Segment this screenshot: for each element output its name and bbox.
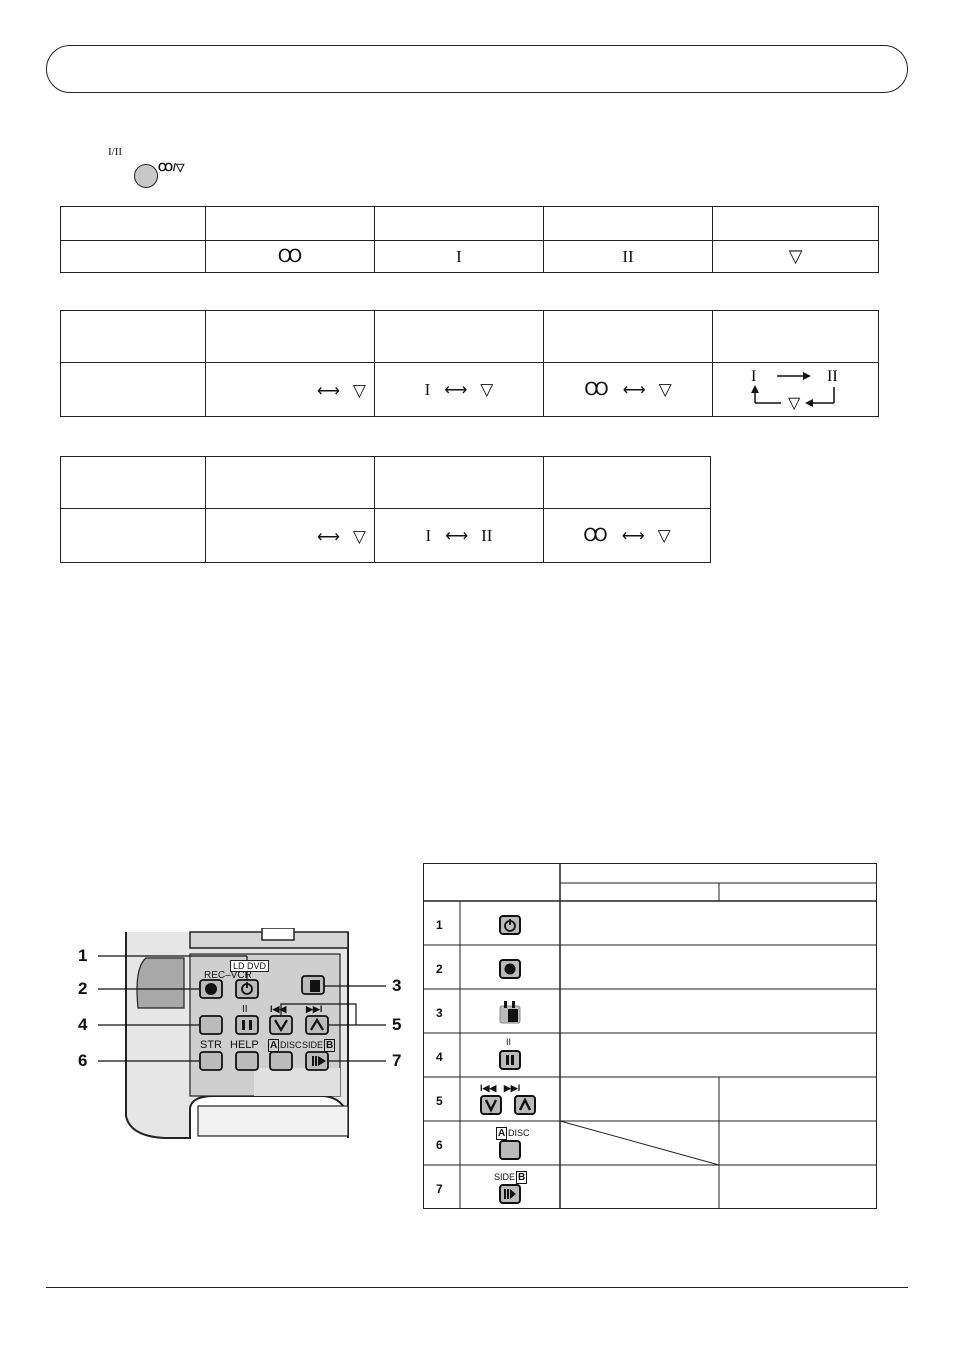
t1-row-label: [61, 241, 206, 273]
t3-cell-3: [544, 509, 711, 563]
key-table-grid: [423, 863, 877, 1209]
a-box-key-label: A: [498, 1128, 506, 1139]
disc-side-a-key-icon: [499, 1140, 521, 1160]
callout-7: 7: [392, 1051, 402, 1070]
skip-back-key-icon: [480, 1095, 502, 1115]
stereo-icon: Ꝏ: [584, 379, 609, 399]
double-arrow-icon: ⟷: [316, 383, 339, 400]
skip-fwd-label: ▶▶I: [306, 1004, 323, 1014]
audio-mode-table-3: [60, 456, 711, 563]
t3-header-cell: [375, 457, 544, 509]
t2-row-label: [61, 363, 206, 417]
t3-header-cell: [544, 457, 711, 509]
mode-two: II: [544, 241, 713, 273]
t1-header-cell: [206, 207, 375, 241]
t2-cell-4: [713, 363, 879, 417]
cycle-two: II: [826, 368, 838, 385]
t2-header-cell: [206, 311, 375, 363]
double-arrow-icon: ⟷: [622, 381, 645, 399]
key-row-number: 1: [436, 918, 443, 932]
mode-one: I: [375, 241, 544, 273]
key-row-number: 3: [436, 1006, 443, 1020]
triangle-icon: ▽: [352, 527, 366, 546]
cycle-triangle: ▽: [787, 395, 800, 411]
t2-header-cell: [544, 311, 713, 363]
footer-divider: [46, 1287, 908, 1288]
cycle-one: I: [750, 368, 756, 385]
key-row-number: 6: [436, 1138, 443, 1152]
key-row-number: 4: [436, 1050, 443, 1064]
stereo-icon: Ꝏ: [583, 525, 608, 545]
double-arrow-icon: ⟷: [621, 527, 644, 545]
power-key-icon: [499, 915, 521, 935]
t3-header-cell: [206, 457, 375, 509]
double-arrow-icon: ⟷: [445, 527, 468, 545]
callout-6: 6: [78, 1051, 88, 1070]
audio-mode-table-1: [60, 206, 879, 273]
timer-key-icon: [499, 1000, 521, 1024]
pause-key-label: II: [506, 1037, 512, 1047]
str-label: STR: [200, 1039, 222, 1051]
side-key-label: SIDE: [494, 1172, 516, 1182]
t1-header-cell: [544, 207, 713, 241]
side-b-label: SIDE: [302, 1040, 324, 1050]
key-function-table: [423, 863, 877, 1209]
a-box-label: A: [270, 1040, 278, 1051]
triangle-icon: ▽: [657, 525, 671, 545]
t2-header-cell: [375, 311, 544, 363]
rec-vcr-label: REC–VCR: [204, 970, 252, 981]
callout-5: 5: [392, 1015, 402, 1034]
pause-label: II: [242, 1004, 248, 1015]
stereo-icon: Ꝏ: [206, 241, 375, 273]
t1-header-cell: [713, 207, 879, 241]
callout-2: 2: [78, 979, 88, 998]
triangle-icon: ▽: [713, 241, 879, 273]
skip-key-label: I◀◀ ▶▶I: [480, 1083, 521, 1093]
t3-row-label: [61, 509, 206, 563]
skip-back-label: I◀◀: [270, 1004, 287, 1014]
skip-forward-key-icon: [514, 1095, 536, 1115]
audio-mode-table-2: [60, 310, 879, 417]
remote-illustration: [74, 928, 414, 1140]
disc-key-label: DISC: [508, 1128, 530, 1138]
t2-cell-1: [206, 363, 375, 417]
triangle-icon: ▽: [352, 381, 366, 400]
t2-header-cell: [61, 311, 206, 363]
t1-header-cell: [61, 207, 206, 241]
t3-header-cell: [61, 457, 206, 509]
double-arrow-icon: ⟷: [316, 529, 339, 546]
triangle-icon: ▽: [480, 379, 494, 399]
t2-header-cell: [713, 311, 879, 363]
record-key-icon: [499, 959, 521, 979]
t3-cell-2: I ⟷ II: [375, 509, 544, 563]
b-box-label: B: [326, 1040, 334, 1051]
button-top-label: I/II: [108, 146, 123, 158]
t2-cell-2: I ⟷ ▽: [375, 363, 544, 417]
triangle-icon: ▽: [658, 379, 672, 399]
mode-cycle-diagram: [741, 363, 851, 411]
audio-button-legend: [108, 146, 208, 192]
button-side-label: Ꝏ/▽: [158, 162, 185, 174]
t1-header-cell: [375, 207, 544, 241]
callout-4: 4: [78, 1015, 88, 1034]
t3-cell-1: [206, 509, 375, 563]
t2-cell-3: [544, 363, 713, 417]
callout-3: 3: [392, 976, 402, 995]
key-row-number: 5: [436, 1094, 443, 1108]
side-b-key-icon: [499, 1184, 521, 1204]
help-label: HELP: [230, 1039, 259, 1051]
page-title-box: [46, 45, 908, 93]
b-box-key-label: B: [518, 1172, 526, 1183]
round-button-icon: [134, 164, 158, 188]
key-row-number: 7: [436, 1182, 443, 1196]
pause-key-icon: [499, 1050, 521, 1070]
ldvd-label: LD DVD: [230, 960, 269, 972]
callout-1: 1: [78, 946, 88, 965]
double-arrow-icon: ⟷: [444, 381, 467, 399]
a-disc-label: DISC: [280, 1040, 302, 1050]
key-row-number: 2: [436, 962, 443, 976]
